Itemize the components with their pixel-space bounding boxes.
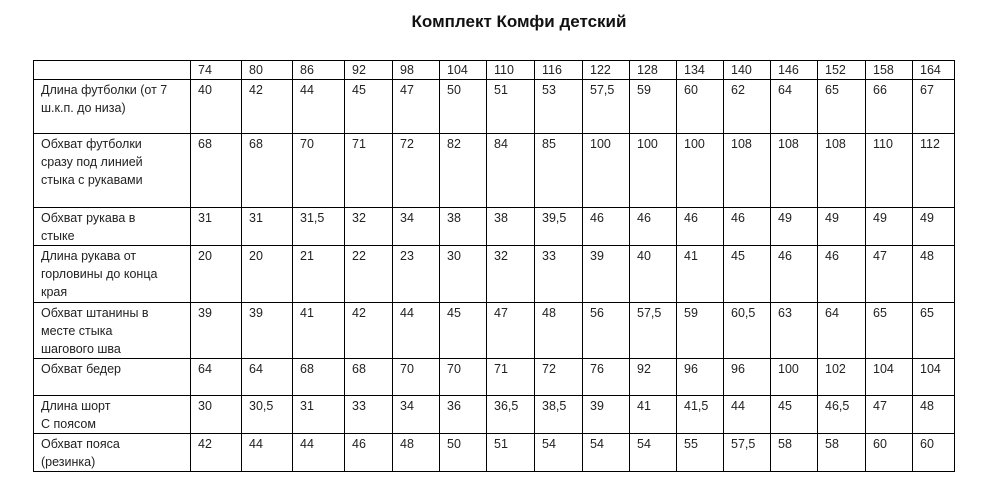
size-header-cell: 140 bbox=[724, 61, 771, 80]
table-cell: 63 bbox=[771, 303, 818, 359]
size-header-cell: 92 bbox=[345, 61, 393, 80]
table-cell: 96 bbox=[724, 359, 771, 396]
measurement-label bbox=[34, 134, 191, 208]
measurement-label-line: стыка с рукавами bbox=[41, 173, 143, 187]
table-cell: 92 bbox=[630, 359, 677, 396]
table-cell: 68 bbox=[345, 359, 393, 396]
table-row bbox=[34, 246, 955, 303]
table-cell: 20 bbox=[242, 246, 293, 303]
table-row bbox=[34, 80, 955, 134]
table-row bbox=[34, 134, 955, 208]
table-cell: 45 bbox=[724, 246, 771, 303]
measurement-label-line: месте стыка bbox=[41, 324, 113, 338]
table-cell: 49 bbox=[913, 208, 955, 246]
table-cell: 60 bbox=[677, 80, 724, 134]
table-cell: 38 bbox=[487, 208, 535, 246]
size-header-row bbox=[34, 61, 955, 80]
table-cell: 23 bbox=[393, 246, 440, 303]
table-cell: 46 bbox=[818, 246, 866, 303]
table-cell: 20 bbox=[191, 246, 242, 303]
table-cell: 33 bbox=[345, 396, 393, 434]
size-header-cell: 164 bbox=[913, 61, 955, 80]
table-row bbox=[34, 396, 955, 434]
table-cell: 64 bbox=[818, 303, 866, 359]
table-cell: 36 bbox=[440, 396, 487, 434]
measurement-label bbox=[34, 396, 191, 434]
measurement-label-line: Длина футболки (от 7 bbox=[41, 83, 168, 97]
table-cell: 64 bbox=[191, 359, 242, 396]
measurement-label-line: горловины до конца bbox=[41, 267, 158, 281]
measurement-label-line: Обхват штанины в bbox=[41, 306, 149, 320]
document-title: Комплект Комфи детский bbox=[411, 12, 627, 31]
table-cell: 39,5 bbox=[535, 208, 583, 246]
measurement-label bbox=[34, 303, 191, 359]
table-cell: 45 bbox=[771, 396, 818, 434]
table-cell: 104 bbox=[913, 359, 955, 396]
table-cell: 110 bbox=[866, 134, 913, 208]
table-cell: 48 bbox=[913, 396, 955, 434]
table-cell: 46,5 bbox=[818, 396, 866, 434]
table-cell: 82 bbox=[440, 134, 487, 208]
table-cell: 50 bbox=[440, 434, 487, 472]
table-cell: 60 bbox=[913, 434, 955, 472]
table-cell: 39 bbox=[191, 303, 242, 359]
table-cell: 66 bbox=[866, 80, 913, 134]
table-cell: 64 bbox=[771, 80, 818, 134]
table-cell: 65 bbox=[818, 80, 866, 134]
table-row bbox=[34, 434, 955, 472]
table-cell: 108 bbox=[724, 134, 771, 208]
table-cell: 62 bbox=[724, 80, 771, 134]
table-cell: 96 bbox=[677, 359, 724, 396]
table-row bbox=[34, 303, 955, 359]
table-cell: 102 bbox=[818, 359, 866, 396]
table-cell: 100 bbox=[583, 134, 630, 208]
table-cell: 46 bbox=[630, 208, 677, 246]
table-cell: 108 bbox=[771, 134, 818, 208]
table-row bbox=[34, 359, 955, 396]
table-cell: 50 bbox=[440, 80, 487, 134]
table-cell: 42 bbox=[242, 80, 293, 134]
table-cell: 46 bbox=[724, 208, 771, 246]
table-cell: 56 bbox=[583, 303, 630, 359]
table-cell: 34 bbox=[393, 396, 440, 434]
table-cell: 44 bbox=[393, 303, 440, 359]
table-cell: 40 bbox=[191, 80, 242, 134]
table-cell: 36,5 bbox=[487, 396, 535, 434]
size-header-cell: 98 bbox=[393, 61, 440, 80]
measurement-label-line: стыке bbox=[41, 229, 75, 243]
size-header-cell: 128 bbox=[630, 61, 677, 80]
table-cell: 39 bbox=[242, 303, 293, 359]
table-cell: 85 bbox=[535, 134, 583, 208]
table-cell: 49 bbox=[818, 208, 866, 246]
table-cell: 65 bbox=[866, 303, 913, 359]
size-header-cell: 122 bbox=[583, 61, 630, 80]
table-cell: 31,5 bbox=[293, 208, 345, 246]
measurement-label bbox=[34, 359, 191, 396]
table-cell: 100 bbox=[630, 134, 677, 208]
table-cell: 60 bbox=[866, 434, 913, 472]
table-cell: 33 bbox=[535, 246, 583, 303]
size-header-cell: 116 bbox=[535, 61, 583, 80]
table-cell: 34 bbox=[393, 208, 440, 246]
table-cell: 59 bbox=[677, 303, 724, 359]
table-cell: 54 bbox=[583, 434, 630, 472]
table-cell: 21 bbox=[293, 246, 345, 303]
table-cell: 108 bbox=[818, 134, 866, 208]
table-cell: 42 bbox=[345, 303, 393, 359]
table-cell: 68 bbox=[191, 134, 242, 208]
table-cell: 100 bbox=[677, 134, 724, 208]
size-header-cell: 104 bbox=[440, 61, 487, 80]
table-cell: 41 bbox=[677, 246, 724, 303]
table-cell: 58 bbox=[818, 434, 866, 472]
table-cell: 112 bbox=[913, 134, 955, 208]
size-header-cell: 110 bbox=[487, 61, 535, 80]
table-cell: 48 bbox=[913, 246, 955, 303]
table-cell: 46 bbox=[583, 208, 630, 246]
table-cell: 71 bbox=[487, 359, 535, 396]
size-header-cell: 152 bbox=[818, 61, 866, 80]
measurement-label-line: Обхват рукава в bbox=[41, 211, 136, 225]
table-cell: 60,5 bbox=[724, 303, 771, 359]
table-cell: 65 bbox=[913, 303, 955, 359]
measurement-label bbox=[34, 80, 191, 134]
measurement-label-line: (резинка) bbox=[41, 455, 96, 469]
table-cell: 70 bbox=[293, 134, 345, 208]
table-cell: 76 bbox=[583, 359, 630, 396]
measurement-label-line: шагового шва bbox=[41, 342, 121, 356]
measurement-label-line: Обхват пояса bbox=[41, 437, 120, 451]
size-header-cell: 86 bbox=[293, 61, 345, 80]
size-header-cell: 146 bbox=[771, 61, 818, 80]
table-cell: 45 bbox=[440, 303, 487, 359]
table-cell: 57,5 bbox=[724, 434, 771, 472]
size-header-cell: 134 bbox=[677, 61, 724, 80]
table-cell: 44 bbox=[724, 396, 771, 434]
table-cell: 58 bbox=[771, 434, 818, 472]
table-cell: 31 bbox=[242, 208, 293, 246]
table-cell: 104 bbox=[866, 359, 913, 396]
header-corner-cell bbox=[34, 61, 191, 80]
table-cell: 32 bbox=[345, 208, 393, 246]
measurement-label bbox=[34, 246, 191, 303]
table-cell: 22 bbox=[345, 246, 393, 303]
measurement-label-line: С поясом bbox=[41, 417, 96, 431]
size-header-cell: 158 bbox=[866, 61, 913, 80]
table-cell: 30 bbox=[191, 396, 242, 434]
table-cell: 42 bbox=[191, 434, 242, 472]
table-cell: 39 bbox=[583, 246, 630, 303]
table-cell: 48 bbox=[535, 303, 583, 359]
table-cell: 70 bbox=[393, 359, 440, 396]
table-cell: 59 bbox=[630, 80, 677, 134]
table-cell: 67 bbox=[913, 80, 955, 134]
table-cell: 39 bbox=[583, 396, 630, 434]
table-cell: 49 bbox=[771, 208, 818, 246]
size-header-cell: 74 bbox=[191, 61, 242, 80]
table-cell: 30 bbox=[440, 246, 487, 303]
table-cell: 49 bbox=[866, 208, 913, 246]
table-cell: 31 bbox=[191, 208, 242, 246]
table-cell: 54 bbox=[535, 434, 583, 472]
table-cell: 55 bbox=[677, 434, 724, 472]
table-cell: 46 bbox=[677, 208, 724, 246]
table-cell: 100 bbox=[771, 359, 818, 396]
table-cell: 68 bbox=[242, 134, 293, 208]
measurement-label-line: Длина шорт bbox=[41, 399, 111, 413]
table-cell: 51 bbox=[487, 80, 535, 134]
table-cell: 47 bbox=[393, 80, 440, 134]
table-cell: 70 bbox=[440, 359, 487, 396]
table-cell: 84 bbox=[487, 134, 535, 208]
measurement-label-line: Длина рукава от bbox=[41, 249, 137, 263]
table-cell: 32 bbox=[487, 246, 535, 303]
table-cell: 41 bbox=[293, 303, 345, 359]
size-table bbox=[33, 60, 955, 472]
table-cell: 57,5 bbox=[630, 303, 677, 359]
measurement-label bbox=[34, 208, 191, 246]
table-cell: 71 bbox=[345, 134, 393, 208]
table-cell: 48 bbox=[393, 434, 440, 472]
table-cell: 41 bbox=[630, 396, 677, 434]
table-cell: 46 bbox=[771, 246, 818, 303]
table-cell: 64 bbox=[242, 359, 293, 396]
table-cell: 72 bbox=[535, 359, 583, 396]
measurement-label-line: сразу под линией bbox=[41, 155, 143, 169]
table-cell: 40 bbox=[630, 246, 677, 303]
table-cell: 44 bbox=[242, 434, 293, 472]
table-cell: 30,5 bbox=[242, 396, 293, 434]
table-cell: 53 bbox=[535, 80, 583, 134]
table-cell: 51 bbox=[487, 434, 535, 472]
table-cell: 57,5 bbox=[583, 80, 630, 134]
table-cell: 44 bbox=[293, 80, 345, 134]
measurement-label-line: Обхват футболки bbox=[41, 137, 142, 151]
measurement-label bbox=[34, 434, 191, 472]
table-cell: 72 bbox=[393, 134, 440, 208]
table-cell: 44 bbox=[293, 434, 345, 472]
table-cell: 41,5 bbox=[677, 396, 724, 434]
table-cell: 47 bbox=[487, 303, 535, 359]
table-cell: 47 bbox=[866, 246, 913, 303]
table-row bbox=[34, 208, 955, 246]
table-cell: 47 bbox=[866, 396, 913, 434]
measurement-label-line: Обхват бедер bbox=[41, 362, 121, 376]
size-header-cell: 80 bbox=[242, 61, 293, 80]
table-cell: 68 bbox=[293, 359, 345, 396]
table-cell: 45 bbox=[345, 80, 393, 134]
table-cell: 54 bbox=[630, 434, 677, 472]
table-cell: 46 bbox=[345, 434, 393, 472]
measurement-label-line: края bbox=[41, 285, 68, 299]
measurement-label-line: ш.к.п. до низа) bbox=[41, 101, 126, 115]
table-cell: 38 bbox=[440, 208, 487, 246]
table-cell: 38,5 bbox=[535, 396, 583, 434]
table-cell: 31 bbox=[293, 396, 345, 434]
